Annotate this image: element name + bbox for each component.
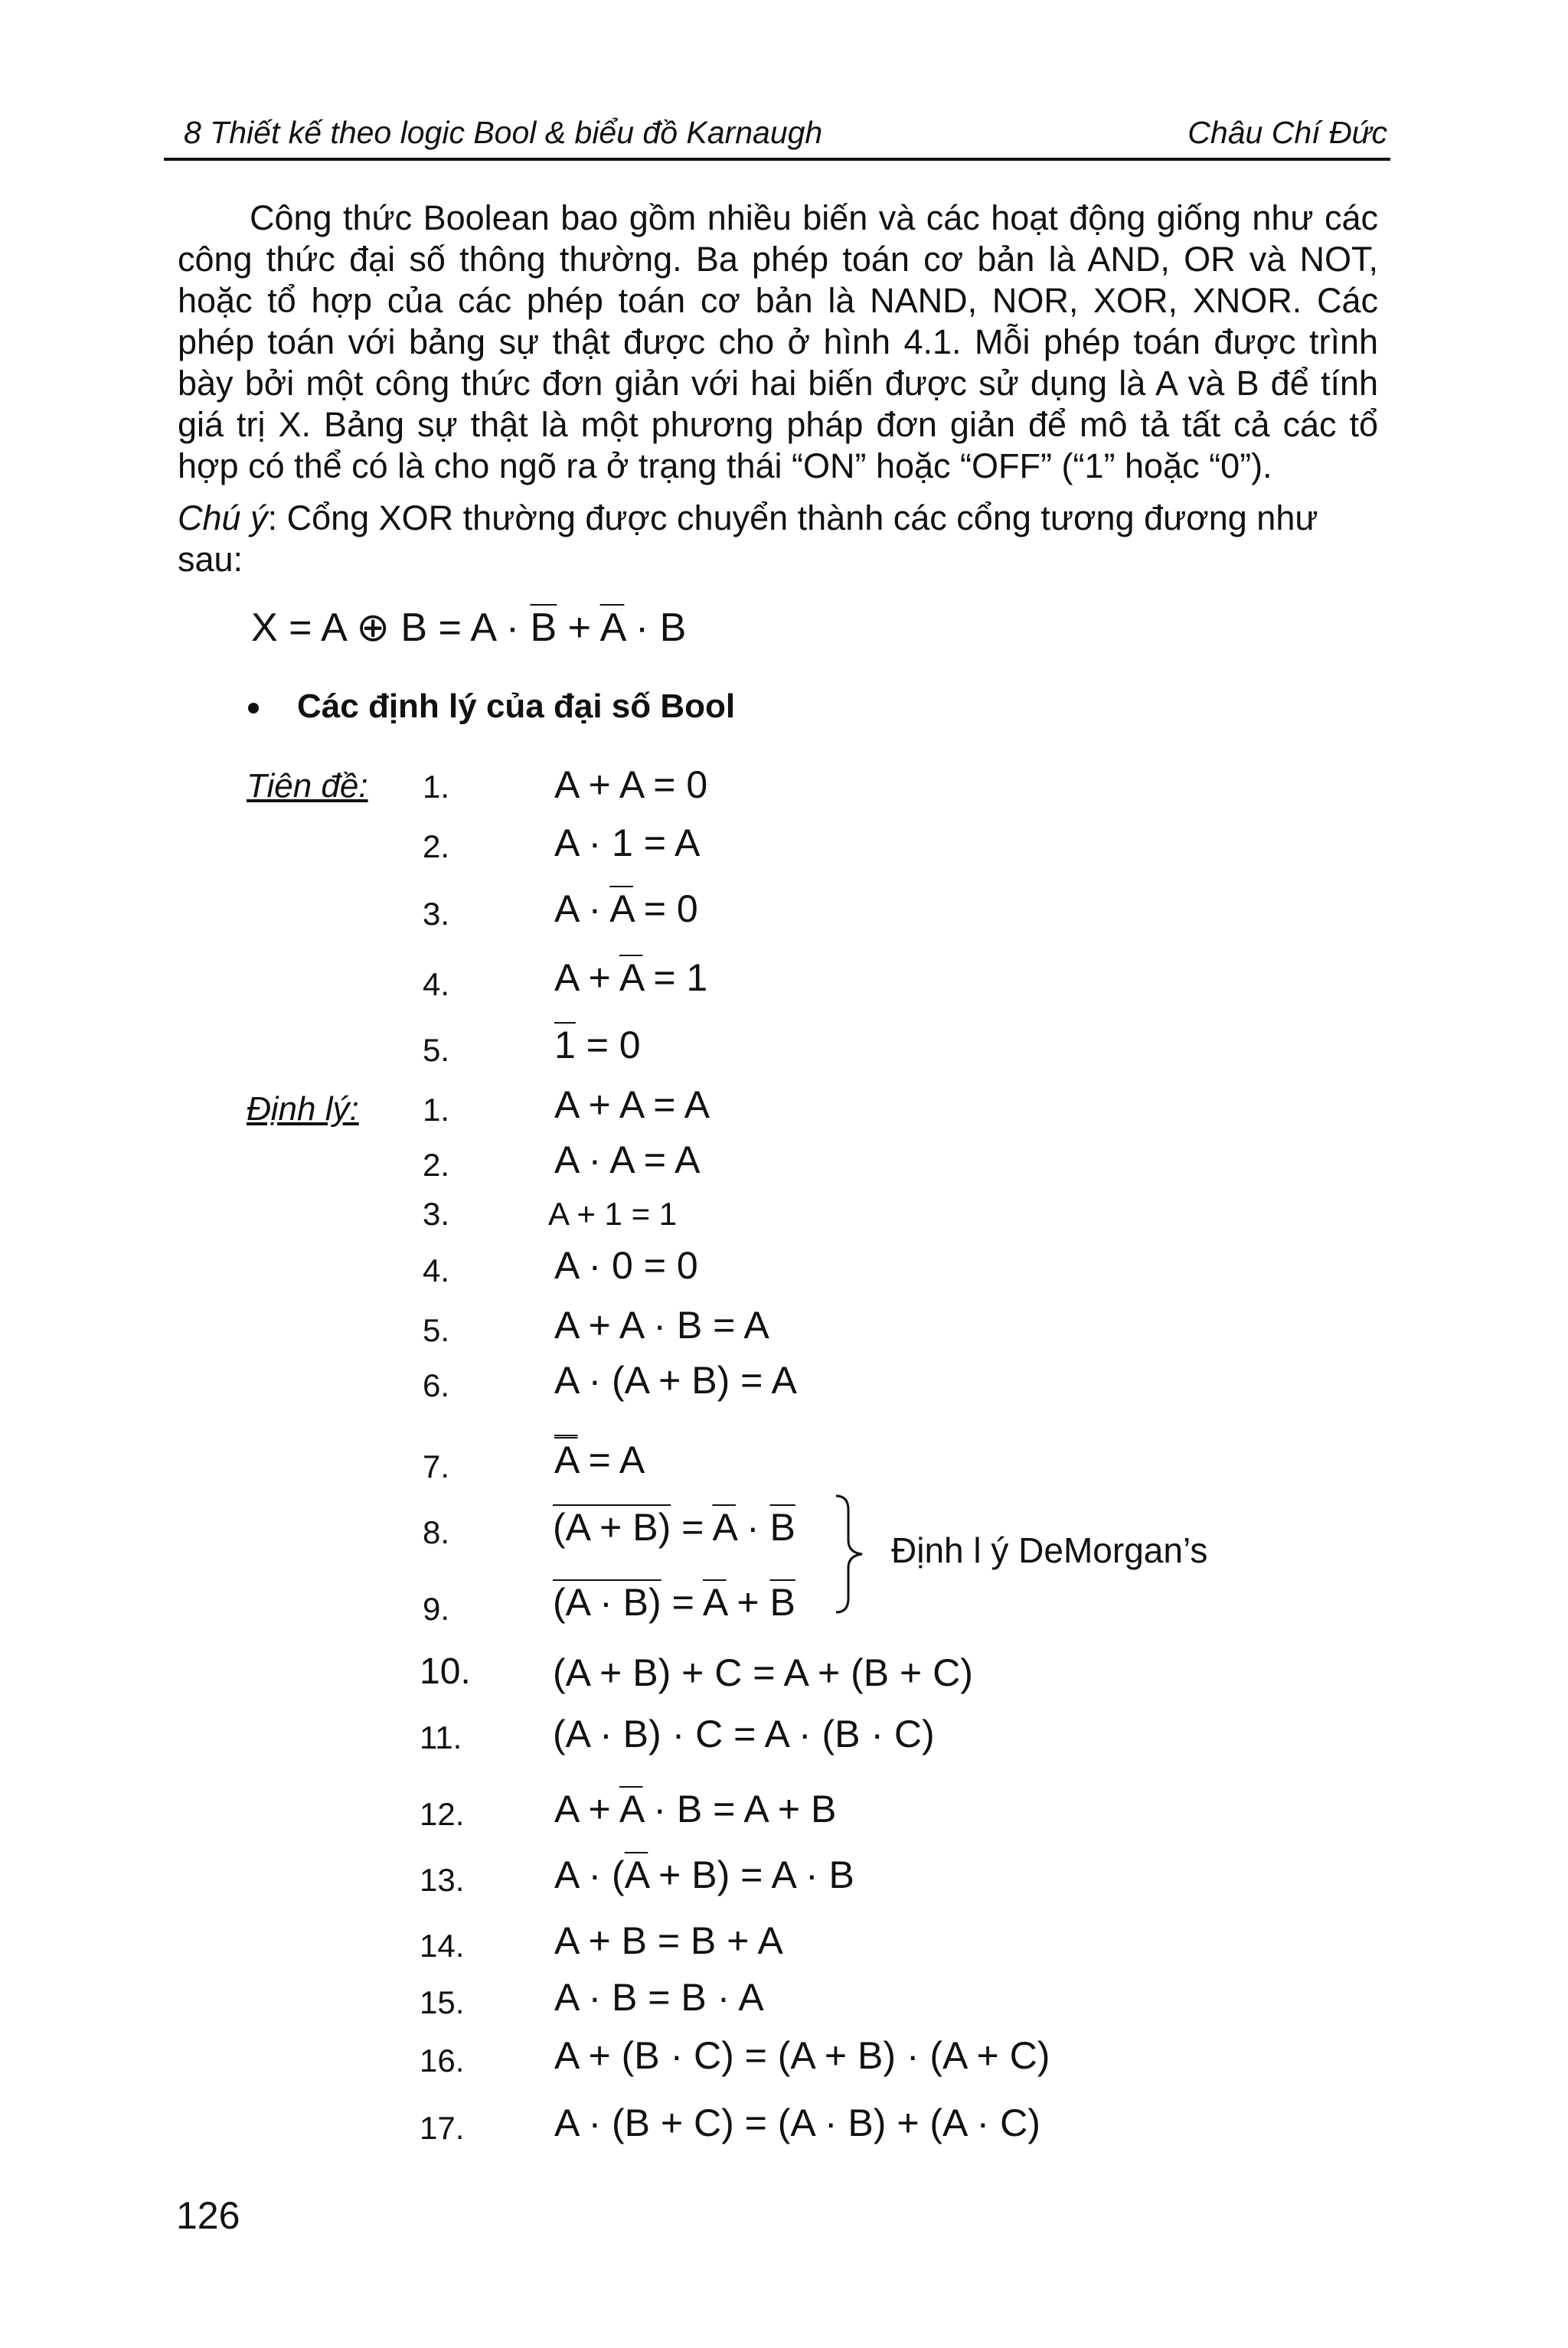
formula-part: A + (554, 956, 619, 999)
intro-paragraph (178, 198, 1378, 487)
formula-negated-term: $\overline{A}$ (702, 1581, 727, 1624)
running-header-title: 8 Thiết kế theo logic Bool & biểu đồ Karnaugh (184, 115, 823, 150)
formula-part: = 1 (642, 956, 708, 999)
theorem-number: 3. (423, 1196, 450, 1232)
formula-negated-term: $\overline{B}$ (769, 1506, 795, 1549)
curly-brace-icon (831, 1493, 873, 1615)
formula-part: A + (554, 1788, 619, 1830)
theorem-formula (554, 2033, 1050, 2078)
theorem-formula (554, 1787, 836, 1831)
formula-part: = A (577, 1439, 645, 1481)
formula-part: A · (554, 887, 610, 930)
note-label: Chú ý (178, 498, 268, 537)
formula-part: + B) = A · B (648, 1853, 854, 1896)
theorem-formula (553, 1651, 973, 1695)
running-header-author: Châu Chí Đức (1187, 115, 1387, 150)
theorem-formula (554, 1438, 645, 1482)
axiom-formula (554, 763, 707, 807)
page-number: 126 (176, 2194, 240, 2237)
intro-line: giá trị X. Bảng sự thật là một phương pháp đơn giản để mô tả tất cả các tổ (178, 405, 1378, 444)
theorem-formula (554, 1138, 700, 1182)
formula-part: X = A ⊕ B = A · (251, 606, 531, 650)
header-rule (164, 158, 1390, 161)
axiom-number: 4. (423, 966, 450, 1002)
note-text: : Cổng XOR thường được chuyển thành các cổng tương đương như sau: (178, 498, 1318, 579)
theorem-formula (553, 1712, 935, 1756)
theorem-formula (554, 2101, 1040, 2145)
formula-part: + (726, 1581, 770, 1624)
axiom-formula (554, 821, 700, 865)
theorem-formula (554, 1853, 854, 1897)
formula-part: (A + B) + C = A + (B + C) (553, 1651, 973, 1694)
formula-part: A + A · B = A (554, 1304, 769, 1347)
formula-negated-term: $\overline{A}$ (624, 1853, 648, 1896)
formula-part: A · 0 = 0 (554, 1244, 698, 1287)
theorem-formula (554, 1975, 764, 2020)
theorem-number: 11. (420, 1719, 462, 1755)
intro-line: hoặc tổ hợp của các phép toán cơ bản là NAND, NOR, XOR, XNOR. Các (178, 281, 1378, 320)
theorem-formula (554, 1083, 710, 1127)
formula-part: (A · B) · C = A · (B · C) (553, 1713, 935, 1755)
formula-negated-term: $\overline{A}$ (712, 1506, 737, 1549)
formula-part: A · A = A (554, 1138, 701, 1181)
intro-line: hợp có thể có là cho ngõ ra ở trạng thái “ON” hoặc “OFF” (“1” hoặc “0”). (178, 446, 1272, 485)
formula-negated-term: (A + B) (553, 1506, 671, 1549)
theorem-number: 14. (420, 1928, 465, 1964)
theorem-number: 5. (423, 1312, 450, 1348)
theorem-number: 8. (423, 1514, 450, 1550)
formula-part: · B (624, 606, 687, 650)
theorem-number: 7. (423, 1448, 450, 1484)
theorem-number: 4. (423, 1252, 450, 1288)
axioms-label: Tiên đề: (247, 767, 368, 805)
formula-part: · B = A + B (642, 1788, 837, 1830)
section-title: Các định lý của đại số Bool (297, 687, 736, 725)
theorem-number: 12. (420, 1796, 465, 1832)
intro-line: bày bởi một công thức đơn giản với hai biến được sử dụng là A và B để tính (178, 364, 1378, 403)
theorem-formula (554, 1243, 698, 1288)
theorem-number: 1. (423, 1092, 450, 1128)
theorem-number: 9. (423, 1591, 450, 1627)
axiom-number: 2. (423, 828, 450, 864)
theorem-formula (548, 1196, 677, 1233)
formula-part: A · B = B · A (554, 1976, 764, 2019)
theorem-number: 13. (420, 1862, 465, 1898)
axiom-number: 3. (423, 896, 450, 932)
formula-negated-term: $\overline{B}$ (530, 606, 557, 650)
bullet-icon (248, 703, 259, 714)
theorem-formula (554, 1303, 769, 1347)
formula-part: = (661, 1581, 703, 1624)
demorgan-label: Định l ý DeMorgan’s (891, 1530, 1208, 1570)
formula-negated-term: $\overline{A}$ (599, 606, 625, 650)
theorem-number: 16. (420, 2043, 465, 2079)
formula-part: A + B = B + A (554, 1919, 783, 1962)
theorem-formula (553, 1580, 795, 1625)
formula-part: = (671, 1506, 713, 1549)
formula-double-negated-term: A (554, 1439, 578, 1481)
axiom-formula (554, 955, 707, 1000)
formula-negated-term: $\overline{A}$ (619, 1788, 643, 1830)
formula-part: = 0 (632, 887, 698, 930)
formula-negated-term: 1 (554, 1024, 576, 1066)
axiom-number: 1. (423, 769, 450, 805)
formula-part: A + 1 = 1 (548, 1196, 678, 1232)
formula-part: A + (B · C) = (A + B) · (A + C) (554, 2034, 1050, 2077)
formula-negated-term: $\overline{A}$ (619, 956, 643, 999)
formula-part: A + A = A (554, 1083, 710, 1126)
formula-part: · (736, 1506, 770, 1549)
formula-part: A · 1 = A (554, 821, 701, 864)
theorem-number: 2. (423, 1147, 450, 1183)
formula-part: A · ( (554, 1853, 625, 1896)
xor-note (178, 498, 1341, 580)
formula-part: A · (A + B) = A (554, 1359, 797, 1402)
axiom-formula (554, 1023, 641, 1067)
axiom-formula (554, 887, 698, 931)
formula-negated-term: (A · B) (553, 1581, 662, 1624)
formula-part: A + A = 0 (554, 763, 708, 806)
theorem-number: 10. (420, 1651, 471, 1692)
intro-line: công thức đại số thông thường. Ba phép toán cơ bản là AND, OR và NOT, (178, 240, 1378, 279)
formula-part: = 0 (575, 1024, 641, 1066)
intro-line: Công thức Boolean bao gồm nhiều biến và các hoạt động giống như các (250, 198, 1378, 237)
theorem-formula (553, 1505, 795, 1550)
formula-part: A · (B + C) = (A · B) + (A · C) (554, 2101, 1040, 2144)
theorem-number: 6. (423, 1367, 450, 1403)
formula-negated-term: $\overline{A}$ (609, 887, 633, 930)
theorem-formula (554, 1358, 797, 1403)
theorem-number: 15. (420, 1984, 465, 2020)
theorem-formula (554, 1919, 783, 1963)
theorems-label: Định lý: (247, 1090, 359, 1128)
xor-formula (251, 605, 686, 651)
intro-line: phép toán với bảng sự thật được cho ở hình 4.1. Mỗi phép toán được trình (178, 322, 1378, 361)
formula-part: + (557, 606, 600, 650)
axiom-number: 5. (423, 1032, 450, 1068)
formula-negated-term: $\overline{B}$ (769, 1581, 795, 1624)
theorem-number: 17. (420, 2110, 465, 2146)
